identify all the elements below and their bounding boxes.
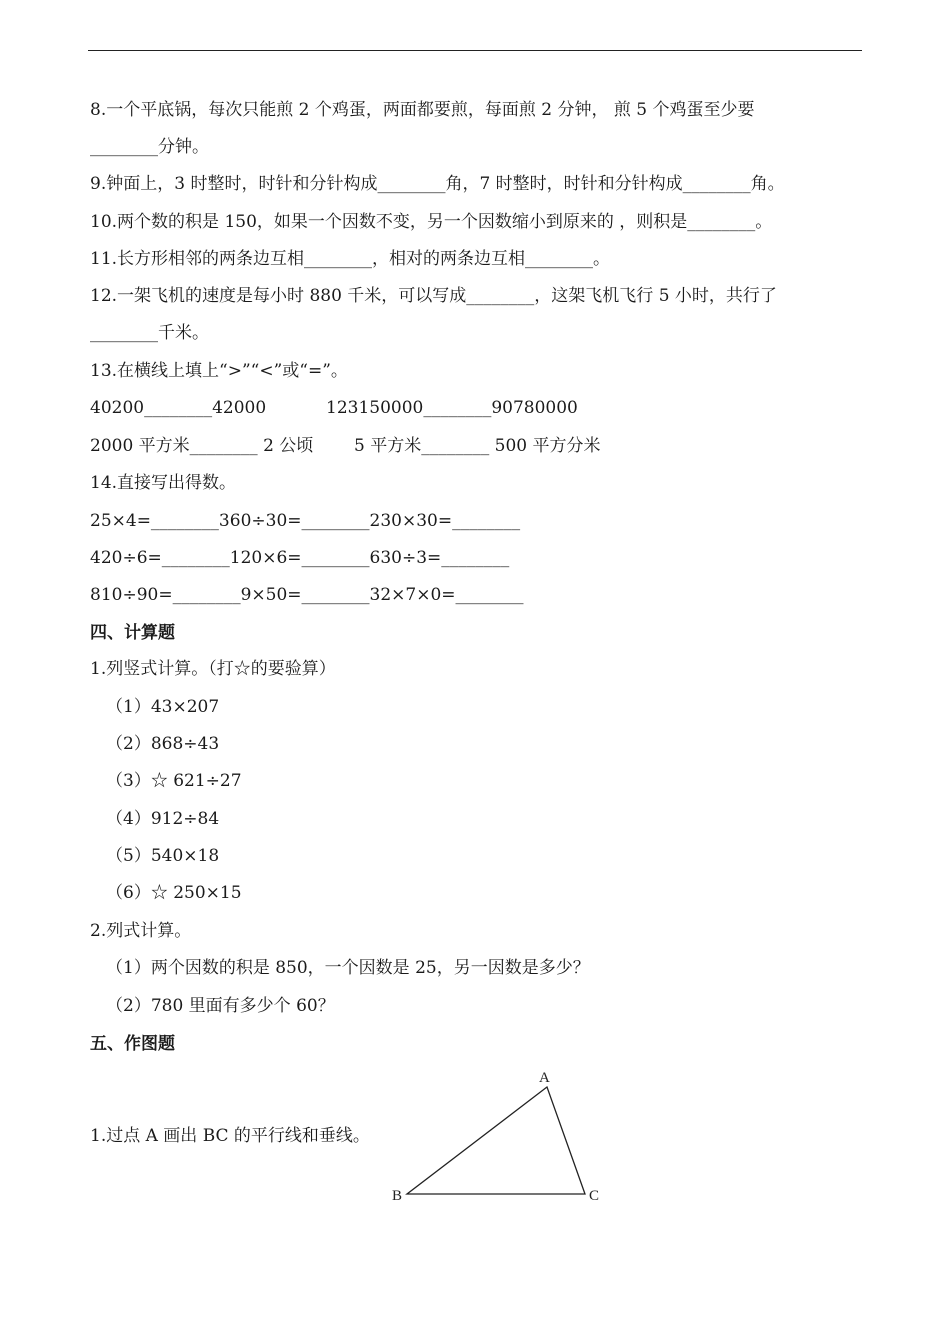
word-problem-1: （1）两个因数的积是 850，一个因数是 25，另一因数是多少？: [106, 958, 590, 978]
calc-item-4: （4）912÷84: [106, 809, 220, 829]
section-4-problem-1: 1.列竖式计算。（打☆的要验算）: [90, 659, 336, 679]
question-13-row2-a: 2000 平方米________ 2 公顷: [90, 436, 314, 456]
question-13-row1-a: 40200________42000: [90, 398, 267, 418]
calc-item-5: （5）540×18: [106, 846, 220, 866]
question-14-row2: 420÷6=________120×6=________630÷3=________: [90, 548, 510, 568]
question-13: 13.在横线上填上“>”“<”或“=”。: [90, 361, 348, 381]
question-8-line1: 8.一个平底锅，每次只能煎 2 个鸡蛋，两面都要煎，每面煎 2 分钟， 煎 5 个鸡蛋至少要: [90, 100, 755, 120]
question-12-line2: ________千米。: [90, 323, 209, 343]
question-12-line1: 12.一架飞机的速度是每小时 880 千米，可以写成________，这架飞机飞行 5 小时，共行了: [90, 286, 777, 306]
calc-item-1: （1）43×207: [106, 697, 220, 717]
point-b-label: B: [392, 1188, 403, 1204]
question-14-row3: 810÷90=________9×50=________32×7×0=________: [90, 585, 524, 605]
section-4-title: 四、计算题: [90, 623, 175, 643]
section-5-title: 五、作图题: [90, 1034, 175, 1054]
calc-item-2: （2）868÷43: [106, 734, 220, 754]
question-11: 11.长方形相邻的两条边互相________，相对的两条边互相________。: [90, 249, 611, 269]
question-14-row1: 25×4=________360÷30=________230×30=________: [90, 511, 521, 531]
triangle-abc: [407, 1087, 585, 1194]
word-problem-2: （2）780 里面有多少个 60？: [106, 996, 335, 1016]
section-5-problem-1: 1.过点 A 画出 BC 的平行线和垂线。: [90, 1126, 370, 1146]
question-14: 14.直接写出得数。: [90, 473, 237, 493]
section-4-problem-2: 2.列式计算。: [90, 921, 192, 941]
point-c-label: C: [589, 1188, 600, 1204]
question-9: 9.钟面上，3 时整时，时针和分针构成________角，7 时整时，时针和分针构成________角。: [90, 174, 785, 194]
calc-item-3: （3）☆ 621÷27: [106, 771, 242, 791]
calc-item-6: （6）☆ 250×15: [106, 883, 242, 903]
question-10: 10.两个数的积是 150，如果一个因数不变，另一个因数缩小到原来的 ，则积是________。: [90, 212, 773, 232]
question-13-row2-b: 5 平方米________ 500 平方分米: [354, 436, 601, 456]
question-13-row1-b: 123150000________90780000: [326, 398, 578, 418]
point-a-label: A: [539, 1070, 550, 1086]
question-8-line2: ________分钟。: [90, 137, 209, 157]
